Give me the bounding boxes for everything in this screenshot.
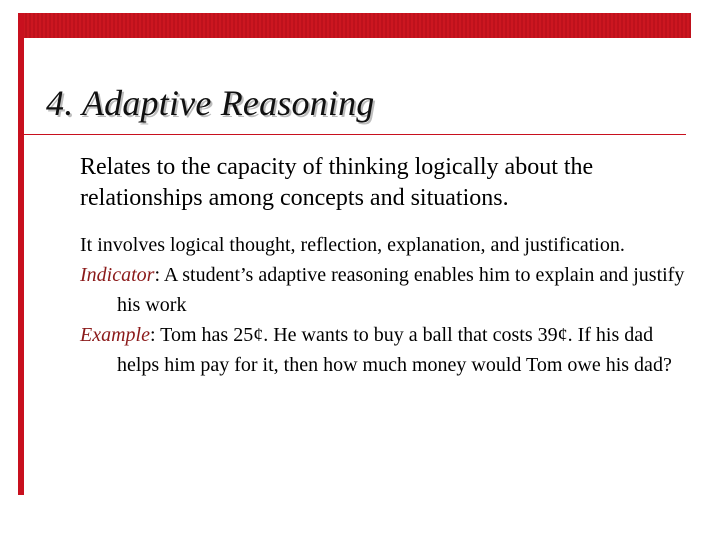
intro-paragraph: It involves logical thought, reflection, explanation, and justification.: [80, 234, 625, 256]
lead-paragraph: Relates to the capacity of thinking logically about the relationships among concepts and situations.: [80, 154, 594, 211]
indicator-paragraph: [80, 260, 692, 320]
top-decorative-bar: [18, 13, 691, 38]
slide-title: 4. Adaptive Reasoning: [46, 83, 375, 123]
example-label: Example: [80, 324, 150, 346]
indicator-label: Indicator: [80, 264, 155, 286]
slide-body: [80, 230, 692, 380]
title-divider: [24, 134, 686, 135]
example-text: : Tom has 25¢. He wants to buy a ball that costs 39¢. If his dad helps him pay for it, then how much money would Tom owe his dad?: [117, 324, 672, 376]
indicator-text: : A student’s adaptive reasoning enables him to explain and justify his work: [117, 264, 685, 316]
example-paragraph: [80, 320, 692, 380]
left-decorative-bar: [18, 13, 24, 495]
